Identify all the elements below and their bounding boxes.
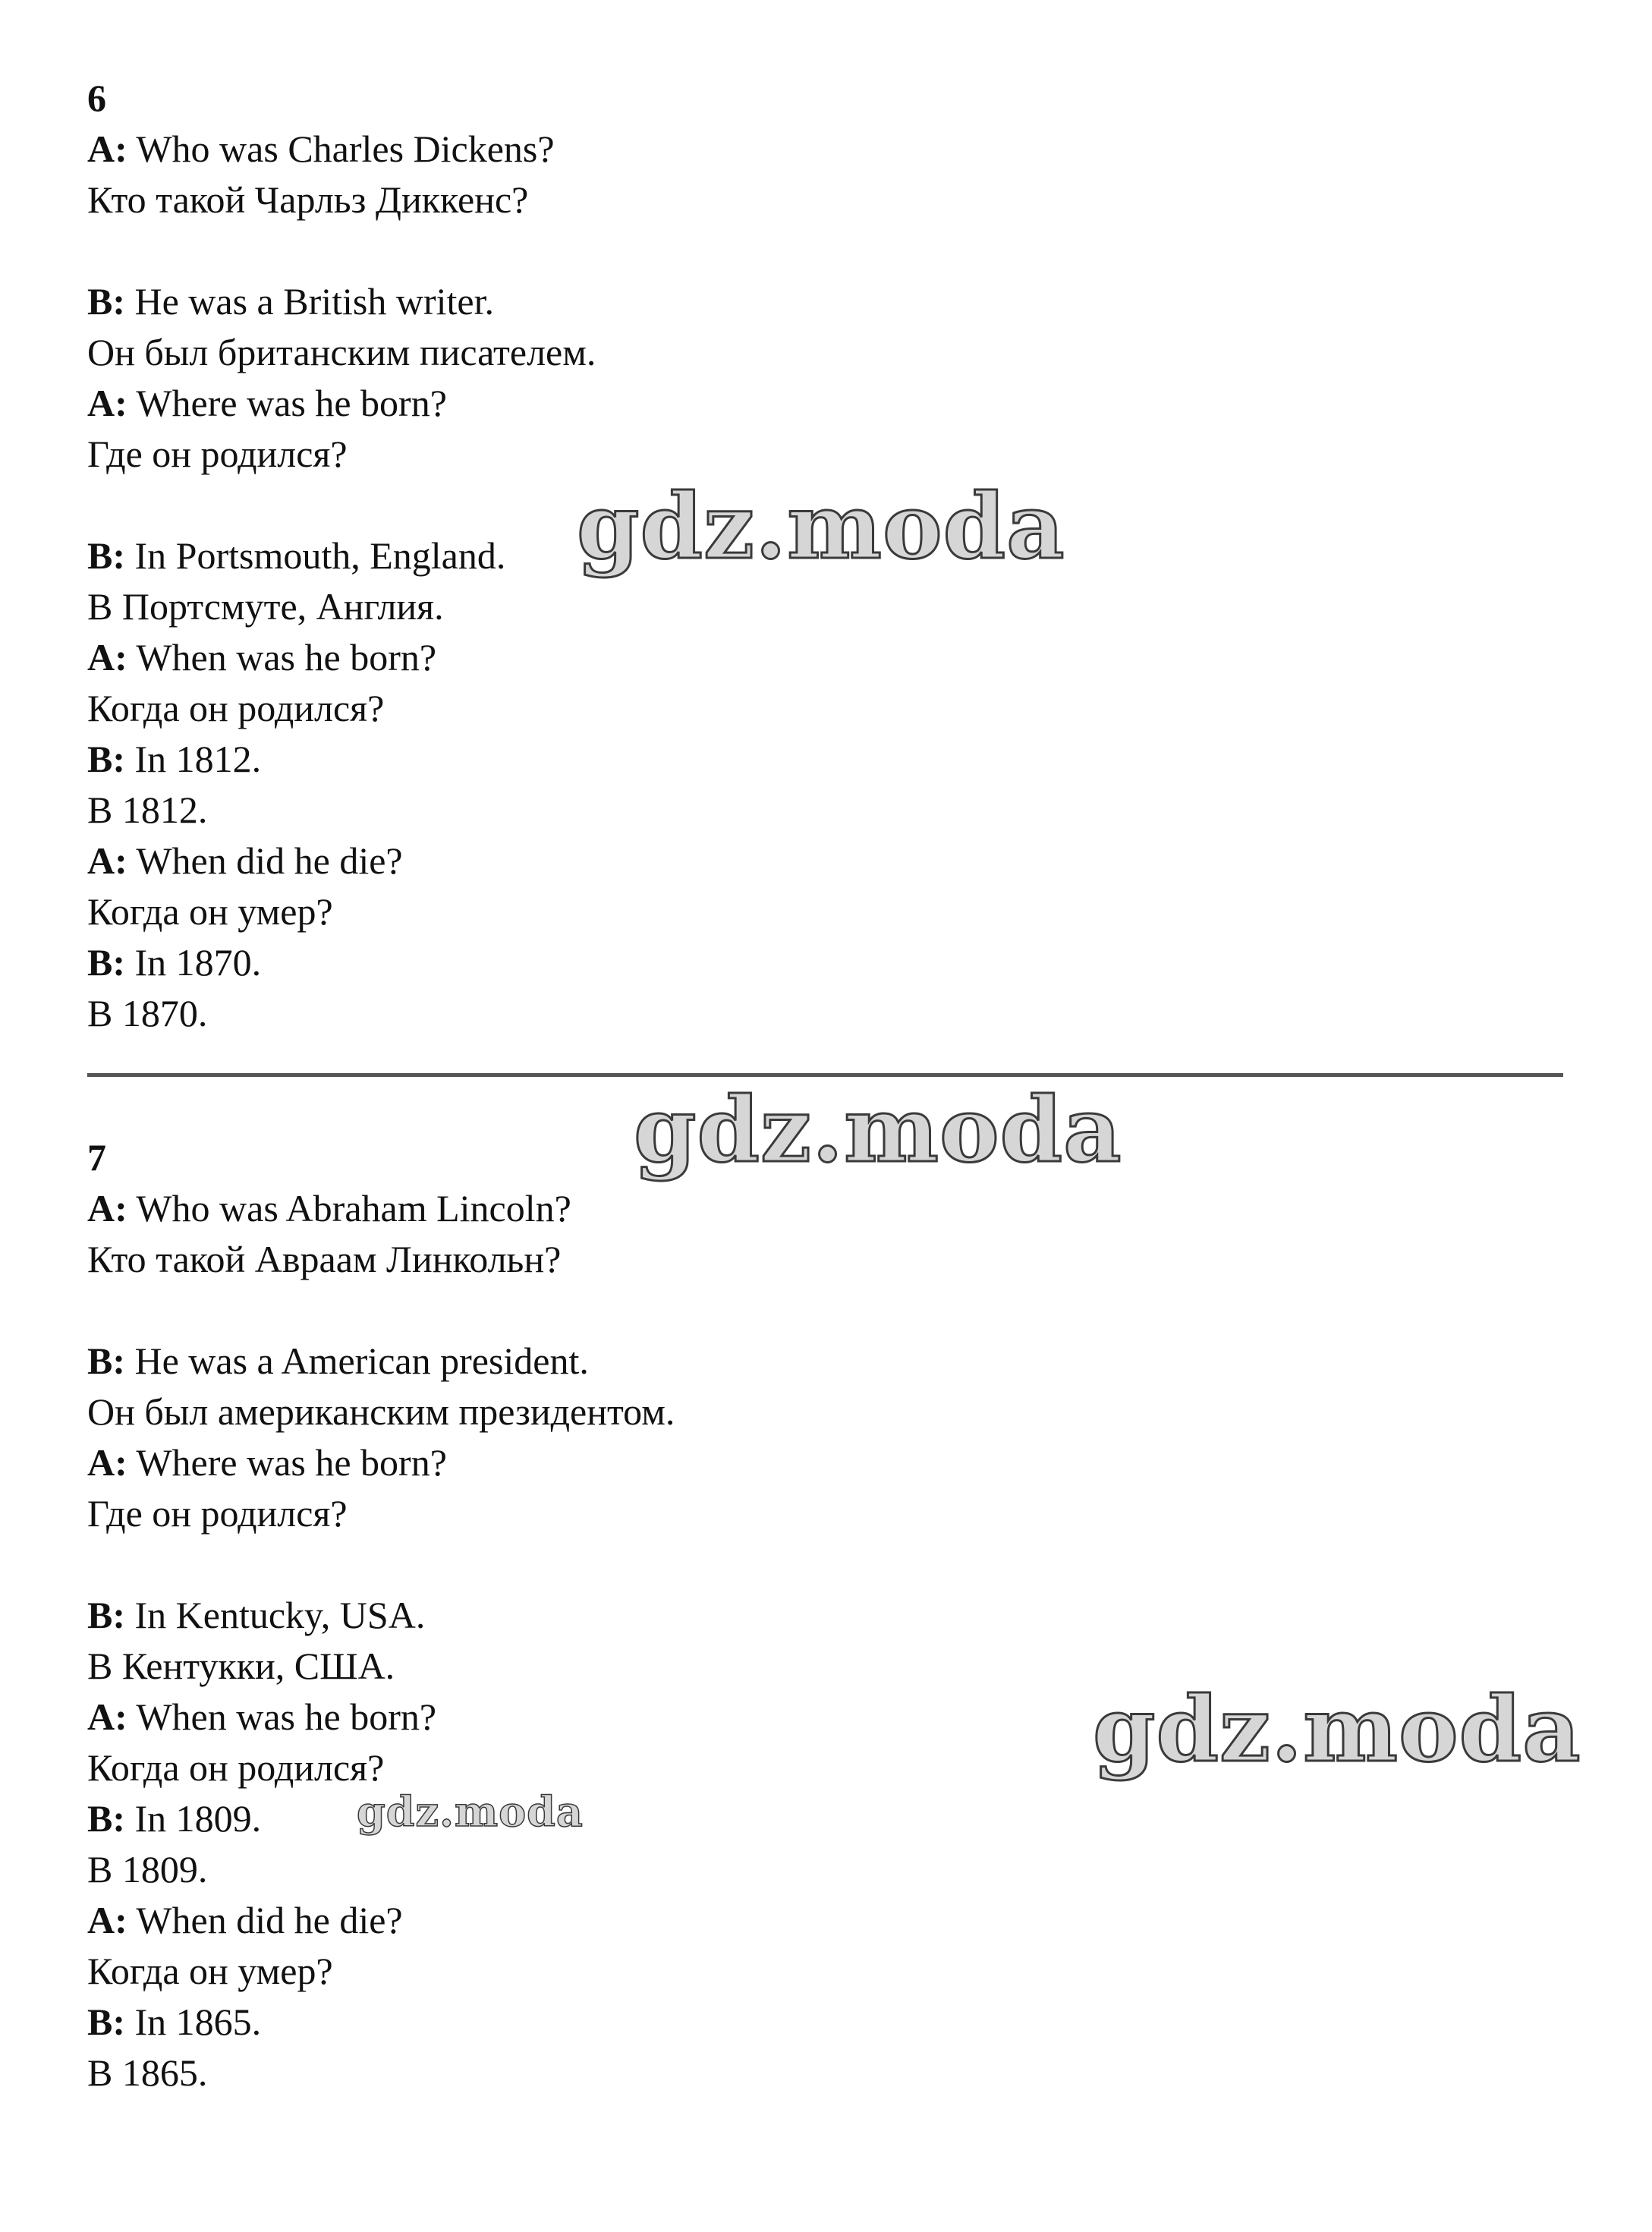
line-text: When did he die? [127,839,403,882]
line-text: Где он родился? [87,433,348,475]
line-text: Where was he born? [127,382,447,424]
line-text: Когда он родился? [87,1746,385,1789]
translation-line [87,1844,1575,1895]
translation-line [87,1387,1575,1437]
dialogue-line [87,734,1575,785]
line-text: In Kentucky, USA. [125,1594,426,1636]
translation-line [87,327,1575,378]
line-text: В Кентукки, США. [87,1645,395,1687]
translation-line [87,988,1575,1039]
translation-line [87,1488,1575,1539]
watermark: gdz.moda [357,1787,584,1836]
speaker-label: B: [87,280,125,323]
watermark: gdz.moda [577,474,1065,579]
dialogue-line [87,1437,1575,1488]
line-text: In 1812. [125,738,262,780]
translation-line [87,1946,1575,1997]
line-text: В 1865. [87,2051,208,2094]
speaker-label: A: [87,1441,127,1484]
line-text: He was a British writer. [125,280,495,323]
dialogue-section-7 [87,1132,1575,2098]
line-text: Where was he born? [127,1441,447,1484]
dialogue-line [87,124,1575,175]
line-text: Who was Charles Dickens? [127,127,555,170]
speaker-label: A: [87,839,127,882]
speaker-label: B: [87,941,125,984]
line-text: Когда он умер? [87,890,333,933]
dialogue-line [87,1997,1575,2048]
line-text: When did he die? [127,1899,403,1941]
line-text: He was a American president. [125,1340,589,1382]
translation-line [87,581,1575,632]
line-text: In 1809. [125,1797,262,1840]
section-number: 6 [87,77,106,119]
dialogue-line [87,1787,1575,1844]
speaker-label: B: [87,738,125,780]
line-text: In 1865. [125,2001,262,2043]
dialogue-line [87,276,1575,327]
line-text: Who was Abraham Lincoln? [127,1187,571,1229]
dialogue-line [87,1183,1575,1234]
speaker-label: A: [87,1695,127,1738]
translation-line [87,175,1575,225]
line-text: В 1809. [87,1848,208,1890]
translation-line [87,785,1575,836]
line-text: When was he born? [127,636,437,678]
dialogue-line [87,378,1575,429]
translation-line [87,429,1575,480]
speaker-label: A: [87,1899,127,1941]
speaker-label: B: [87,1340,125,1382]
line-text: Кто такой Чарльз Диккенс? [87,178,529,221]
translation-line [87,683,1575,734]
speaker-label: B: [87,534,125,577]
speaker-label: B: [87,1797,125,1840]
line-text: When was he born? [127,1695,437,1738]
dialogue-line [87,1895,1575,1946]
translation-line [87,886,1575,937]
translation-line [87,1234,1575,1285]
line-text: In 1870. [125,941,262,984]
line-text: Кто такой Авраам Линкольн? [87,1238,562,1280]
dialogue-line [87,1336,1575,1387]
speaker-label: A: [87,127,127,170]
section-number: 7 [87,1136,106,1179]
line-text: Он был американским президентом. [87,1390,675,1433]
line-text: Когда он умер? [87,1950,333,1992]
speaker-label: A: [87,382,127,424]
line-text: В Портсмуте, Англия. [87,585,444,628]
line-text: В 1870. [87,992,208,1034]
line-text: Где он родился? [87,1492,348,1535]
line-text: Он был британским писателем. [87,331,596,373]
translation-line [87,2048,1575,2098]
speaker-label: A: [87,636,127,678]
line-text: Когда он родился? [87,687,385,729]
speaker-label: B: [87,2001,125,2043]
watermark: gdz.moda [634,1077,1122,1182]
line-text: In Portsmouth, England. [125,534,506,577]
line-text: В 1812. [87,789,208,831]
dialogue-line [87,937,1575,988]
dialogue-line [87,836,1575,886]
speaker-label: A: [87,1187,127,1229]
watermark: gdz.moda [1093,1676,1581,1782]
speaker-label: B: [87,1594,125,1636]
dialogue-line [87,1590,1575,1641]
dialogue-line [87,632,1575,683]
